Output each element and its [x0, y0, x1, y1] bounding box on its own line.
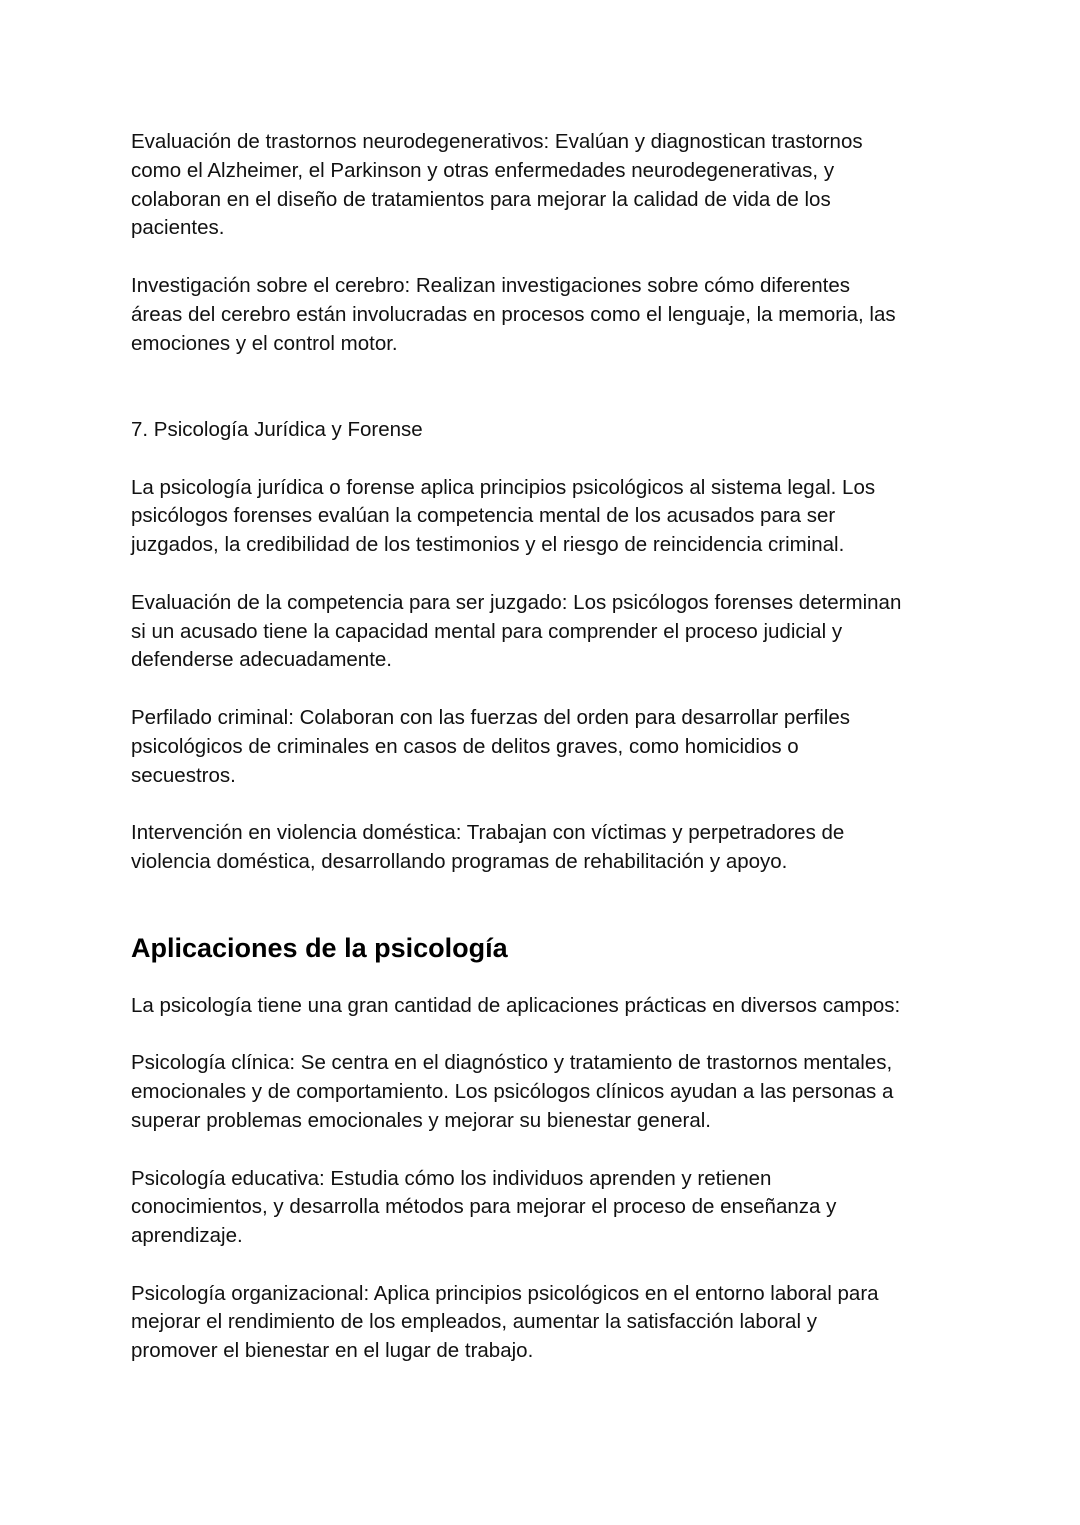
applications-heading: Aplicaciones de la psicología	[131, 932, 508, 963]
document-page	[131, 128, 961, 1366]
paragraph-applications-intro: La psicología tiene una gran cantidad de aplicaciones prácticas en diversos campos:	[131, 993, 901, 1017]
paragraph-clinical-psychology: Psicología clínica: Se centra en el diagnóstico y tratamiento de trastornos mentales, emocionales y de comportamiento. Los psicólogos clínicos ayudan a las personas a superar problemas emocionales y mejorar su bienestar general.	[131, 1051, 894, 1132]
section-7-title: 7. Psicología Jurídica y Forense	[131, 417, 423, 441]
paragraph-educational-psychology: Psicología educativa: Estudia cómo los individuos aprenden y retienen conocimientos, y desarrolla métodos para mejorar el proceso de enseñanza y aprendizaje.	[131, 1166, 837, 1248]
paragraph-neurodegenerative: Evaluación de trastornos neurodegenerativos: Evalúan y diagnostican trastornos como el Alzheimer, el Parkinson y otras enfermedades neurodegenerativas, y colaboran en el diseño de tratamientos para mejorar la calidad de vida de los pacientes.	[131, 130, 863, 240]
paragraph-forensic-intro: La psicología jurídica o forense aplica principios psicológicos al sistema legal. Los psicólogos forenses evalúan la competencia mental de los acusados para ser juzgados, la credibilidad de los testimonios y el riesgo de reincidencia criminal.	[131, 475, 876, 557]
paragraph-brain-research: Investigación sobre el cerebro: Realizan investigaciones sobre cómo diferentes áreas del cerebro están involucradas en procesos como el lenguaje, la memoria, las emociones y el control motor.	[131, 273, 896, 355]
paragraph-criminal-profiling: Perfilado criminal: Colaboran con las fuerzas del orden para desarrollar perfiles psicológicos de criminales en casos de delitos graves, como homicidios o secuestros.	[131, 705, 851, 787]
paragraph-organizational-psychology: Psicología organizacional: Aplica principios psicológicos en el entorno laboral para mejorar el rendimiento de los empleados, aumentar la satisfacción laboral y promover el bienestar en el lugar de trabajo.	[131, 1281, 879, 1363]
paragraph-competence-evaluation: Evaluación de la competencia para ser juzgado: Los psicólogos forenses determinan si un acusado tiene la capacidad mental para comprender el proceso judicial y defenderse adecuadamente.	[131, 590, 902, 672]
paragraph-domestic-violence: Intervención en violencia doméstica: Trabajan con víctimas y perpetradores de violencia doméstica, desarrollando programas de rehabilitación y apoyo.	[131, 821, 845, 873]
